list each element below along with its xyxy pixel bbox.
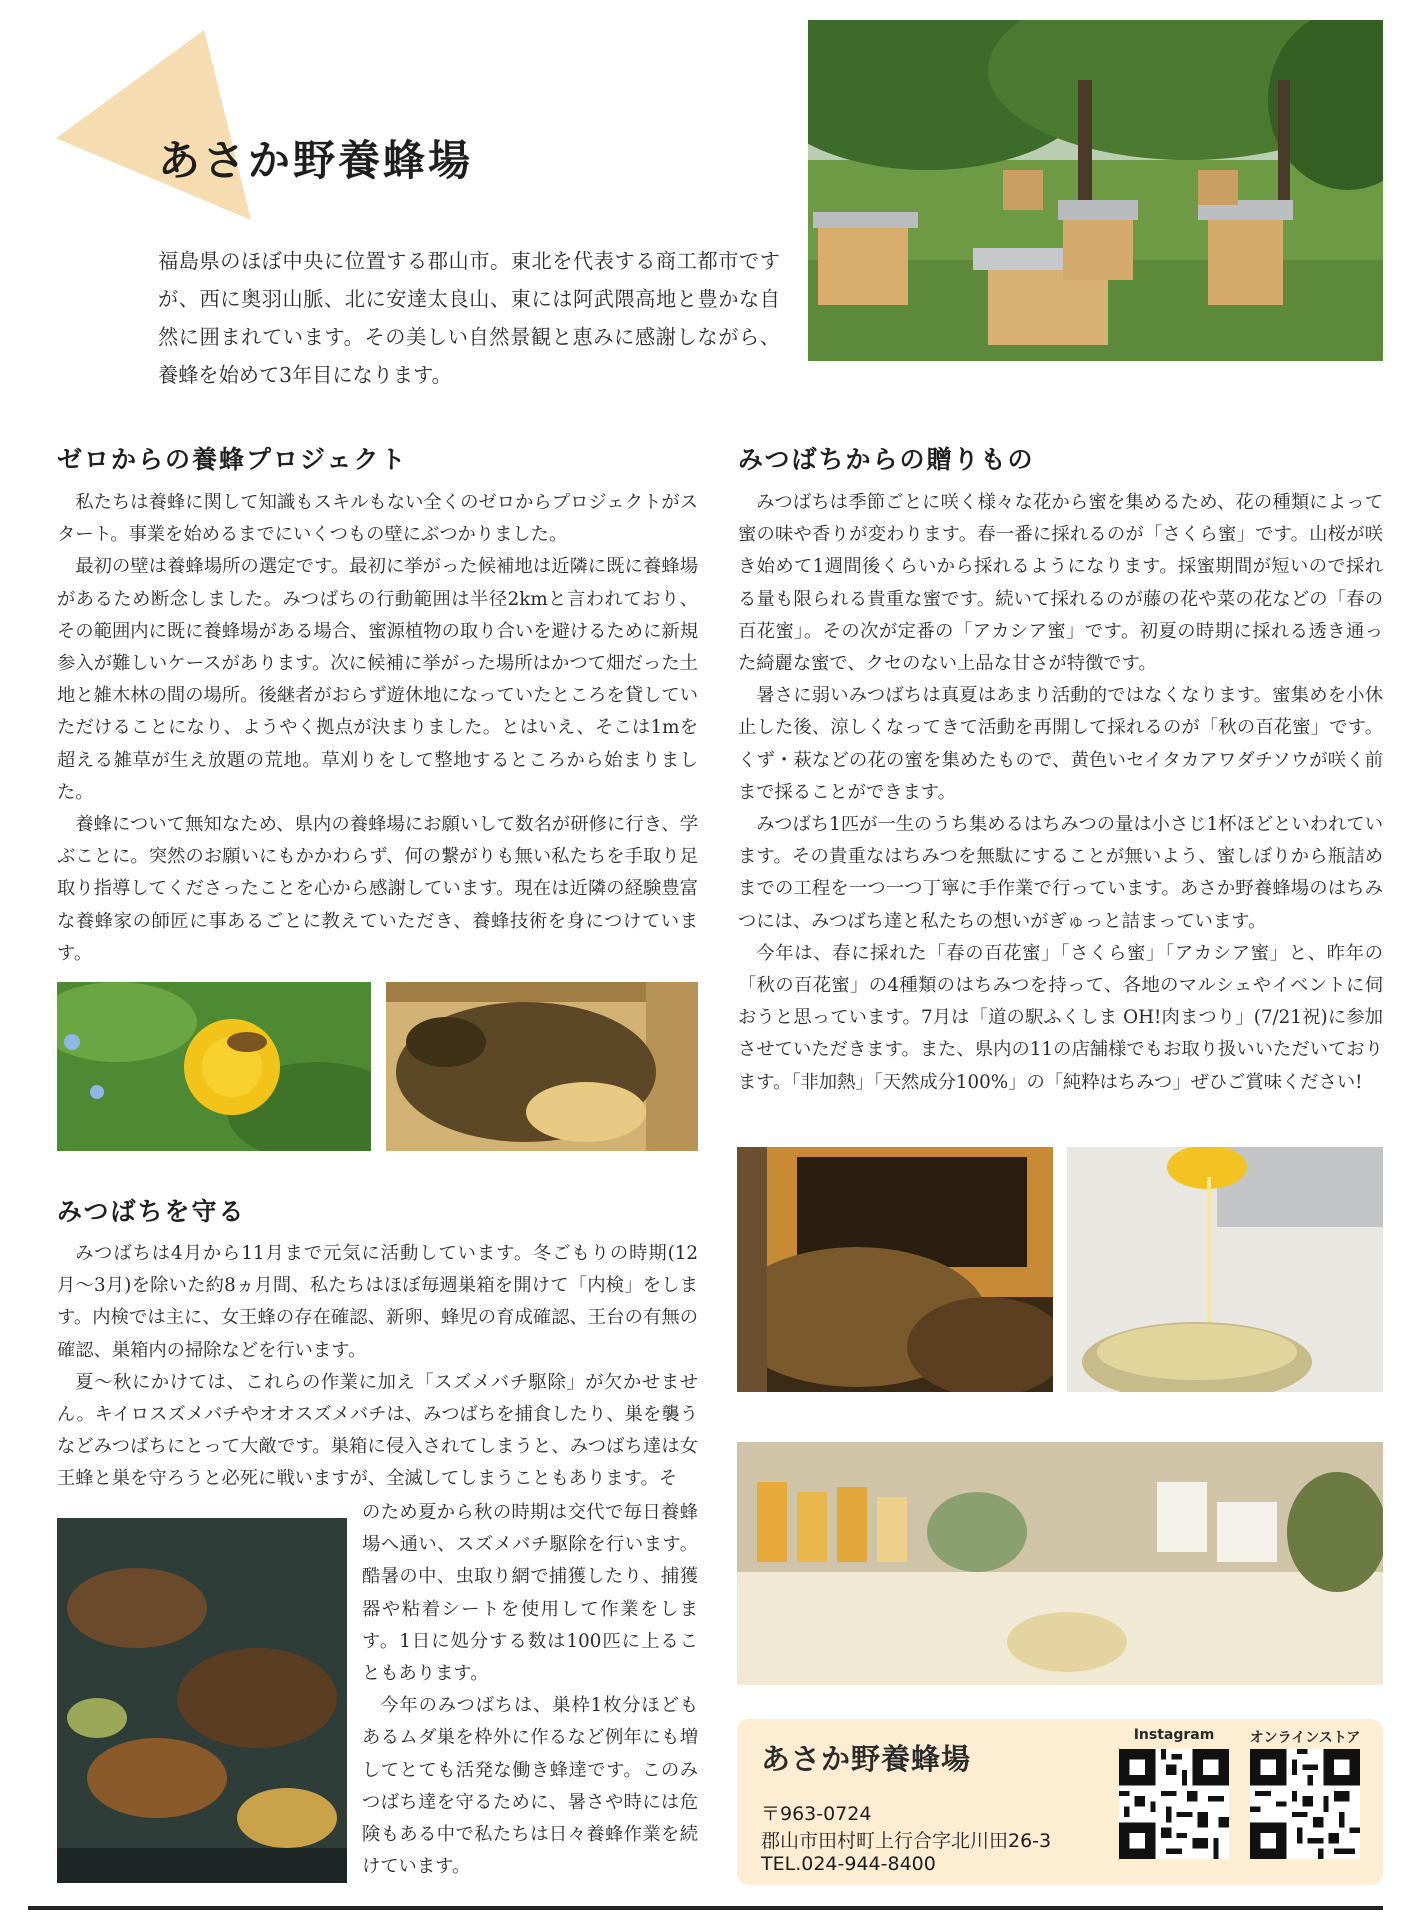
section-body-mamoru [57, 1238, 698, 1496]
section-heading-okurimono: みつばちからの贈りもの [738, 445, 1035, 474]
page-title: あさか野養蜂場 [158, 136, 474, 186]
paragraph: 今年は、春に採れた「春の百花蜜」「さくら蜜」「アカシア蜜」と、昨年の「秋の百花蜜」の4種類のはちみつを持って、各地のマルシェやイベントに伺おうと思っています。7月は「道の駅ふくしま OH!肉まつり」(7/21祝)に参加させていただきます。また、県内の11の店舗様でもお取り扱いいただいております。「非加熱」「天然成分100%」の「純粋はちみつ」ぜひご賞味ください! [738, 942, 1383, 1093]
honey-pouring-photo [1067, 1147, 1383, 1392]
contact-info-box [737, 1719, 1383, 1885]
online-store-qr-label: オンラインストア [1249, 1730, 1361, 1746]
paragraph: みつばちは4月から11月まで元気に活動しています。冬ごもりの時期(12月〜3月)を除いた約8ヵ月間、私たちはほぼ毎週巣箱を開けて「内検」をします。内検では主に、女王蜂の存在確認、新卵、蜂児の育成確認、王台の有無の確認、巣箱内の掃除などを行います。 [57, 1243, 698, 1361]
section-body-okurimono [738, 487, 1383, 1099]
info-address: 郡山市田村町上行合字北川田26-3 [761, 1830, 1052, 1852]
instagram-qr-icon[interactable] [1119, 1749, 1229, 1859]
section-heading-mamoru: みつばちを守る [57, 1197, 246, 1226]
paragraph: 最初の壁は養蜂場所の選定です。最初に挙がった候補地は近隣に既に養蜂場があるため断念しました。みつばちの行動範囲は半径2kmと言われており、その範囲内に既に養蜂場がある場合、蜜源植物の取り合いを避けるために新規参入が難しいケースがあります。次に候補に挙がった場所はかつて畑だった土地と雑木林の間の場所。後継者がおらず遊休地になっていたところを貸していただけることになり、ようやく拠点が決まりました。とはいえ、そこは1mを超える雑草が生え放題の荒地。草刈りをして整地するところから始まりました。 [57, 556, 698, 803]
intro-text: 福島県のほぼ中央に位置する郡山市。東北を代表する商工都市ですが、西に奥羽山脈、北に安達太良山、東には阿武隈高地と豊かな自然に囲まれています。その美しい自然景観と恵みに感謝しながら、養蜂を始めて3年目になります。 [158, 249, 780, 387]
info-postal: 〒963-0724 [761, 1803, 872, 1825]
market-stall-photo [737, 1442, 1383, 1685]
info-name: あさか野養蜂場 [761, 1742, 972, 1776]
instagram-qr-label: Instagram [1133, 1727, 1215, 1743]
hornet-trap-photo [57, 1518, 347, 1883]
section-heading-zero: ゼロからの養蜂プロジェクト [57, 445, 408, 474]
paragraph: のため夏から秋の時期は交代で毎日養蜂場へ通い、スズメバチ駆除を行います。酷暑の中、虫取り網で捕獲したり、捕獲器や粘着シートを使用して作業をします。1日に処分する数は100匹に上ることもあります。 [362, 1502, 698, 1685]
info-tel: TEL.024-944-8400 [761, 1853, 936, 1875]
paragraph: みつばちは季節ごとに咲く様々な花から蜜を集めるため、花の種類によって蜜の味や香りが変わります。春一番に採れるのが「さくら蜜」です。山桜が咲き始めて1週間後くらいから採れるようになります。採蜜期間が短いので採れる量も限られる貴重な蜜です。続いて採れるのが藤の花や菜の花などの「春の百花蜜」。その次が定番の「アカシア蜜」です。初夏の時期に採れる透き通った綺麗な蜜で、クセのない上品な甘さが特徴です。 [738, 492, 1383, 675]
section-body-mamoru-side [362, 1497, 698, 1883]
apiary-photo [808, 20, 1383, 361]
paragraph: 養蜂について無知なため、県内の養蜂場にお願いして数名が研修に行き、学ぶことに。突然のお願いにもかかわらず、何の繋がりも無い私たちを手取り足取り指導してくださったことを心から感謝しています。現在は近隣の経験豊富な養蜂家の師匠に事あるごとに教えていただき、養蜂技術を身につけています。 [57, 814, 698, 964]
online-store-qr-icon[interactable] [1250, 1749, 1360, 1859]
paragraph: 暑さに弱いみつばちは真夏はあまり活動的ではなくなります。蜜集めを小休止した後、涼しくなってきて活動を再開して採れるのが「秋の百花蜜」です。くず・萩などの花の蜜を集めたもので、黄色いセイタカアワダチソウが咲く前まで採ることができます。 [738, 685, 1383, 803]
paragraph: みつばち1匹が一生のうち集めるはちみつの量は小さじ1杯ほどといわれています。その貴重なはちみつを無駄にすることが無いよう、蜜しぼりから瓶詰めまでの工程を一つ一つ丁寧に手作業で行っています。あさか野養蜂場のはちみつには、みつばち達と私たちの想いがぎゅっと詰まっています。 [738, 814, 1383, 932]
paragraph: 私たちは養蜂に関して知識もスキルもない全くのゼロからプロジェクトがスタート。事業を始めるまでにいくつもの壁にぶつかりました。 [57, 492, 698, 546]
paragraph: 今年のみつばちは、巣枠1枚分ほどもあるムダ巣を枠外に作るなど例年にも増してとても活発な働き蜂達です。このみつばち達を守るために、暑さや時には危険もある中で私たちは日々養蜂作業を続けています。 [362, 1695, 698, 1878]
bottom-rule [28, 1906, 1383, 1910]
paragraph: 夏〜秋にかけては、これらの作業に加え「スズメバチ駆除」が欠かせません。キイロスズメバチやオオスズメバチは、みつばちを捕食したり、巣を襲うなどみつばちにとって大敵です。巣箱に侵入されてしまうと、みつばち達は女王蜂と巣を守ろうと必死に戦いますが、全滅してしまうこともあります。そ [57, 1371, 698, 1490]
section-body-zero [57, 487, 698, 970]
dandelion-bee-photo [57, 982, 371, 1151]
honeycomb-frame-photo [386, 982, 698, 1151]
bees-on-comb-photo [737, 1147, 1053, 1392]
decorative-triangle [56, 30, 251, 220]
